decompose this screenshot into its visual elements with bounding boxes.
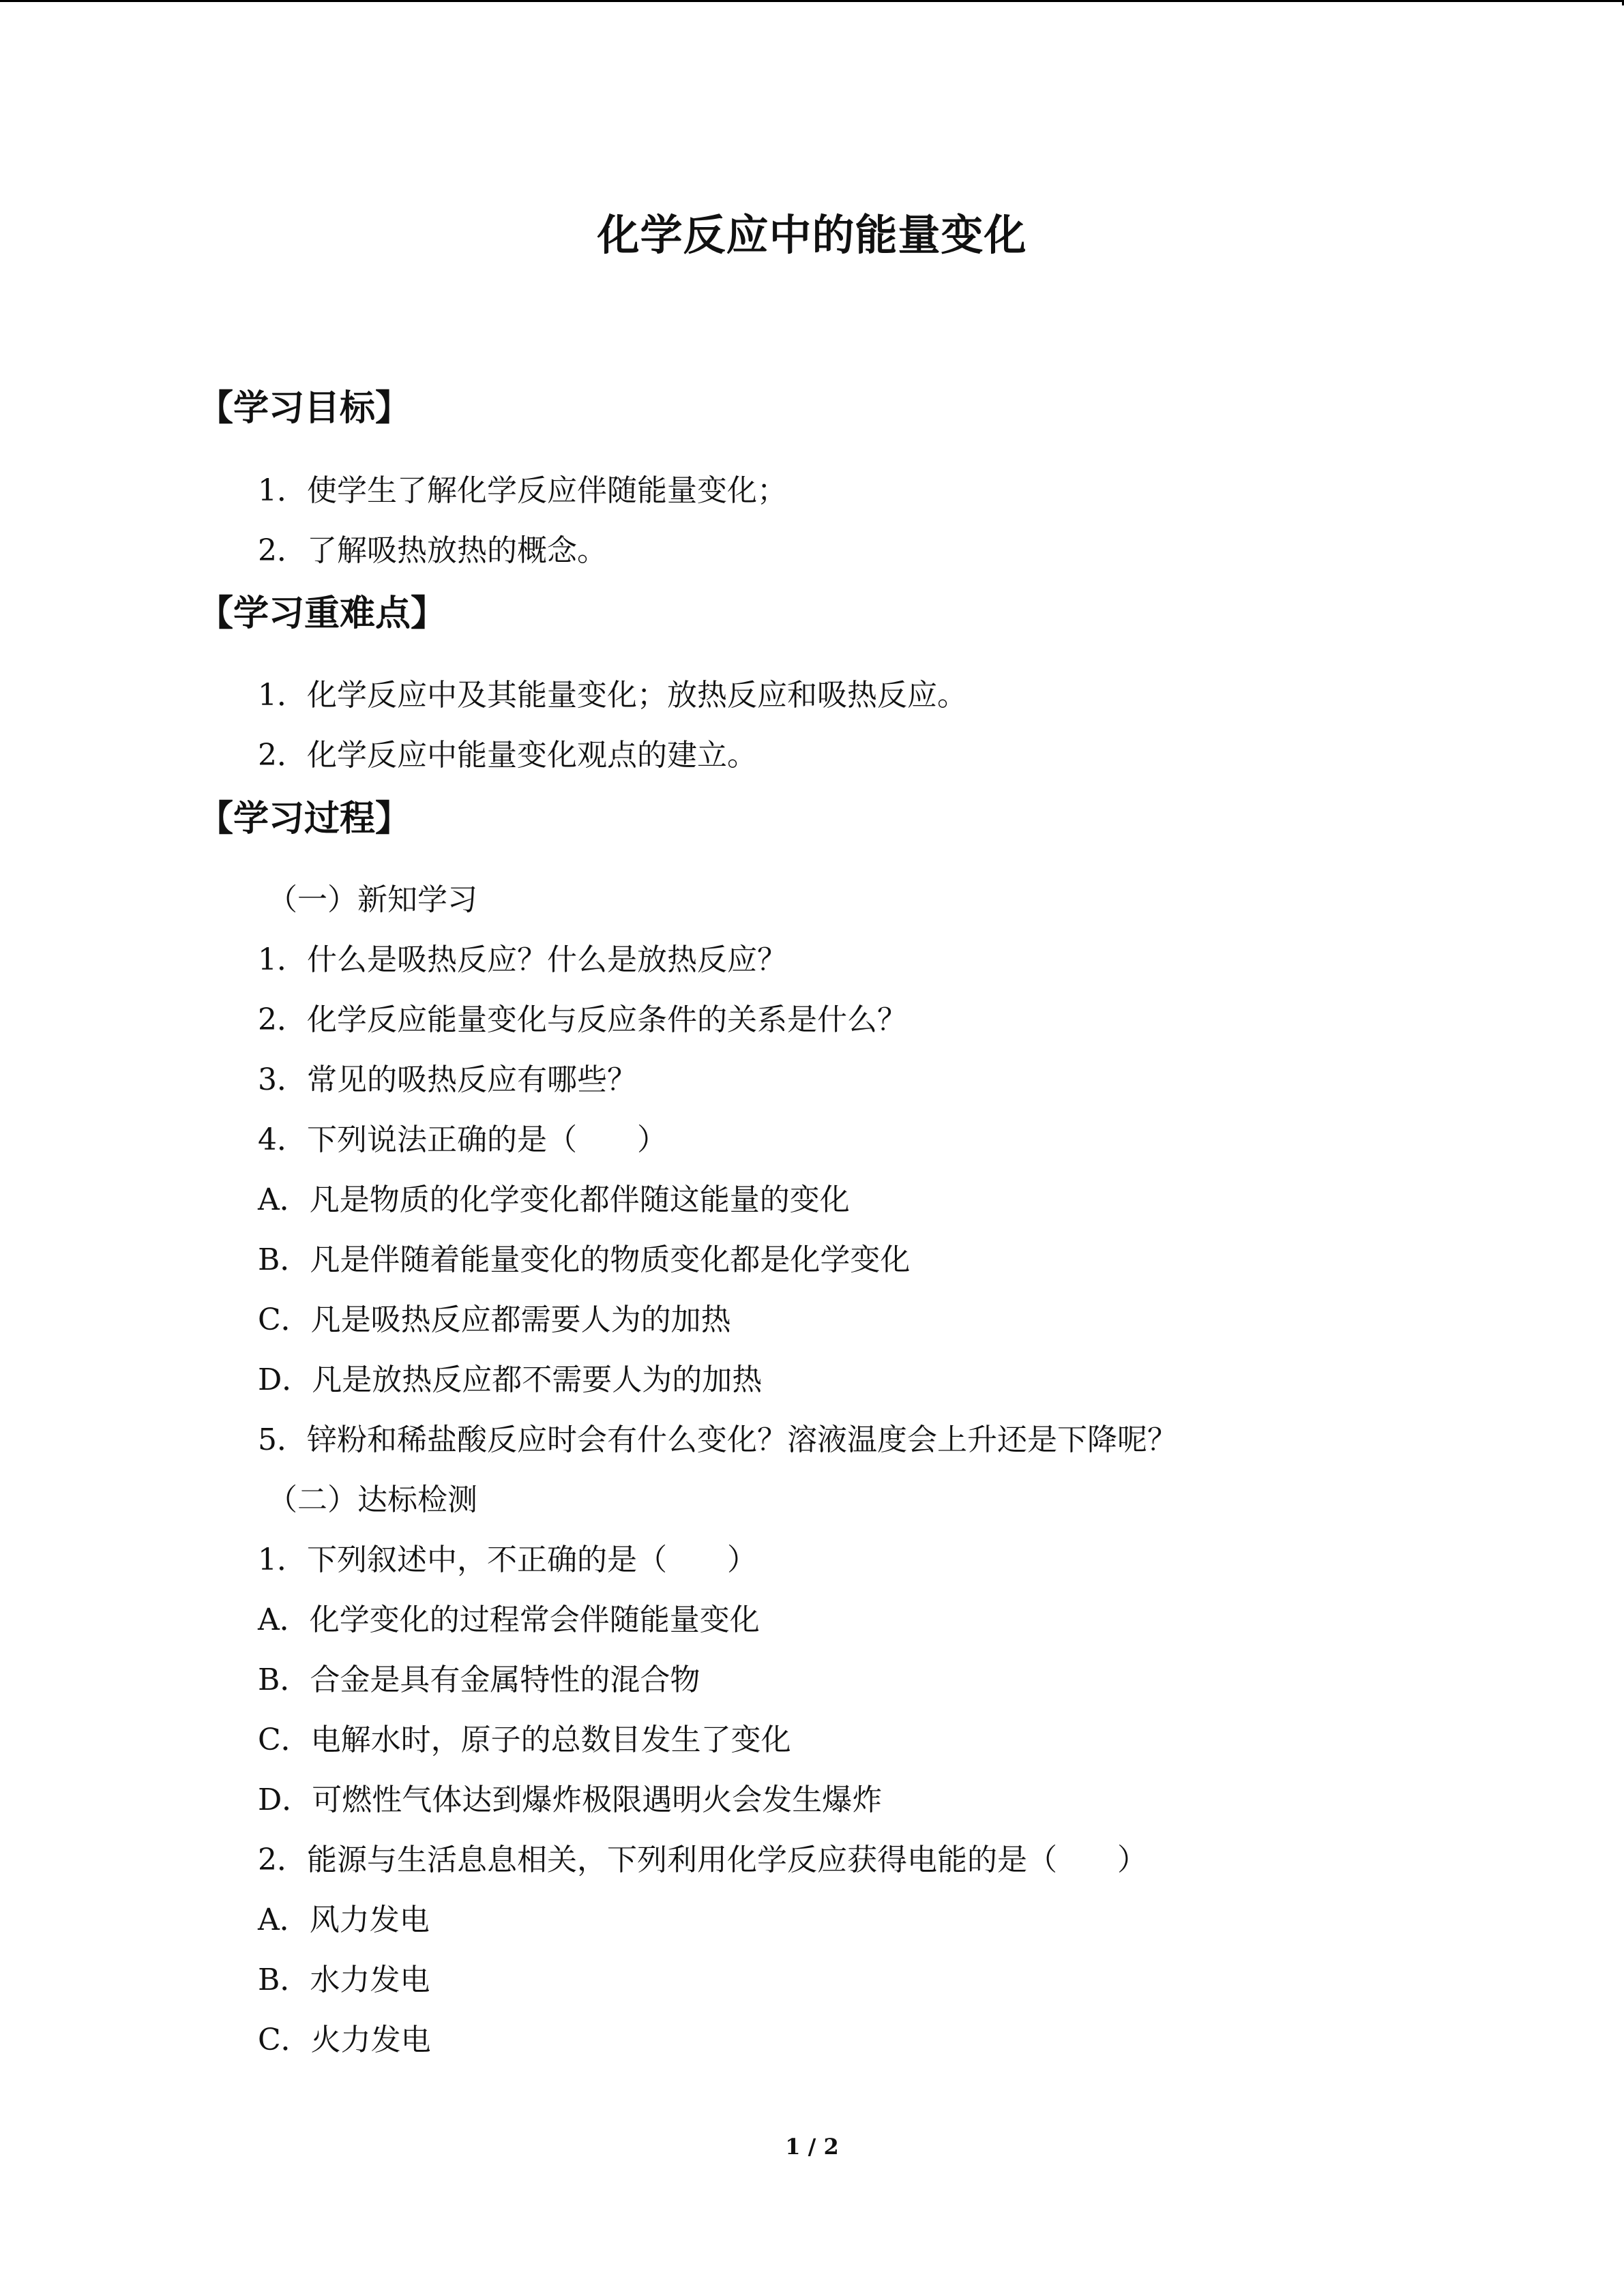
answer-option: B．水力发电 xyxy=(258,1963,430,1997)
question-line: 2．能源与生活息息相关，下列利用化学反应获得电能的是（ ） xyxy=(258,1843,1147,1877)
key-point-item: 2．化学反应中能量变化观点的建立。 xyxy=(258,738,757,773)
question-line: 4．下列说法正确的是（ ） xyxy=(258,1122,667,1157)
page-number: 1 / 2 xyxy=(785,2134,839,2160)
answer-option: C．火力发电 xyxy=(258,2023,431,2057)
subsection-title-assessment: （二）达标检测 xyxy=(267,1482,477,1517)
question-line: 1．下列叙述中，不正确的是（ ） xyxy=(258,1542,757,1577)
answer-option: B．合金是具有金属特性的混合物 xyxy=(258,1663,700,1697)
question-line: 2．化学反应能量变化与反应条件的关系是什么？ xyxy=(258,1002,907,1037)
answer-option: D．可燃性气体达到爆炸极限遇明火会发生爆炸 xyxy=(258,1783,883,1817)
question-line: 5．锌粉和稀盐酸反应时会有什么变化？溶液温度会上升还是下降呢？ xyxy=(258,1422,1177,1457)
top-border-line xyxy=(0,0,1624,2)
section-heading-objectives: 【学习目标】 xyxy=(198,388,411,429)
section-heading-process: 【学习过程】 xyxy=(198,799,411,839)
page-title: 化学反应中的能量变化 xyxy=(597,210,1027,260)
objective-item: 2．了解吸热放热的概念。 xyxy=(258,533,607,568)
section-heading-key-points: 【学习重难点】 xyxy=(198,593,447,634)
question-line: 3．常见的吸热反应有哪些？ xyxy=(258,1062,637,1097)
key-point-item: 1．化学反应中及其能量变化；放热反应和吸热反应。 xyxy=(258,678,967,713)
subsection-title-new-knowledge: （一）新知学习 xyxy=(267,882,477,917)
answer-option: C．凡是吸热反应都需要人为的加热 xyxy=(258,1302,731,1337)
objective-item: 1．使学生了解化学反应伴随能量变化； xyxy=(258,473,787,508)
answer-option: B．凡是伴随着能量变化的物质变化都是化学变化 xyxy=(258,1242,911,1277)
answer-option: A．风力发电 xyxy=(258,1903,430,1937)
question-line: 1．什么是吸热反应？什么是放热反应？ xyxy=(258,942,787,977)
answer-option: A．化学变化的过程常会伴随能量变化 xyxy=(258,1602,760,1637)
answer-option: C．电解水时，原子的总数目发生了变化 xyxy=(258,1723,791,1757)
answer-option: A．凡是物质的化学变化都伴随这能量的变化 xyxy=(258,1182,850,1217)
answer-option: D．凡是放热反应都不需要人为的加热 xyxy=(258,1362,763,1397)
